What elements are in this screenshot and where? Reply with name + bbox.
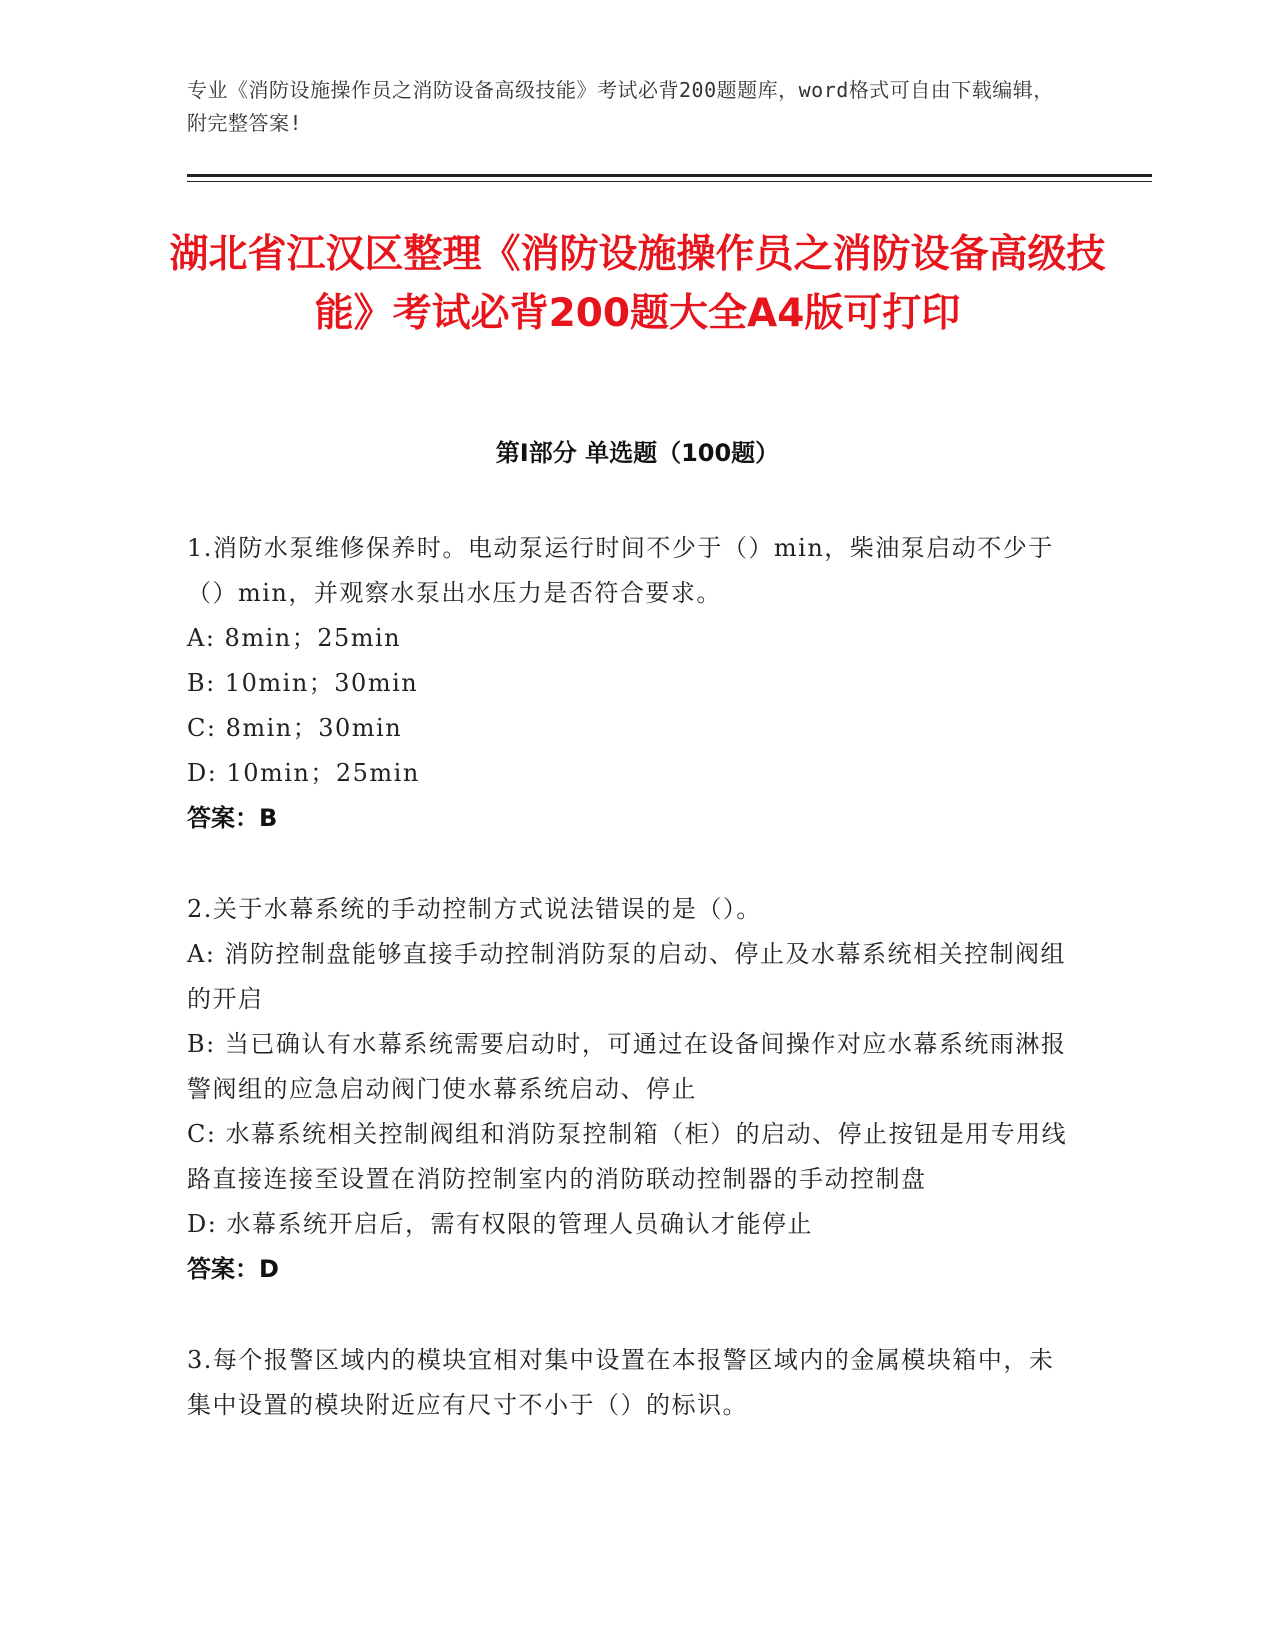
document-title: 湖北省江汉区整理《消防设施操作员之消防设备高级技能》考试必背200题大全A4版可打印 (169, 232, 1106, 336)
question-list (187, 526, 1077, 1474)
option-c: C: 8min；30min (187, 714, 403, 742)
option-a: A: 8min；25min (187, 624, 402, 652)
question-1 (187, 526, 1077, 841)
answer-value: D (259, 1255, 279, 1283)
question-text: 2.关于水幕系统的手动控制方式说法错误的是（）。 (187, 895, 762, 923)
answer-label: 答案： (187, 1255, 259, 1283)
answer (187, 1247, 1077, 1292)
header-divider-thin (187, 181, 1152, 182)
option-d: D: 水幕系统开启后，需有权限的管理人员确认才能停止 (187, 1210, 813, 1238)
option-b: B: 10min；30min (187, 669, 419, 697)
option-b: B: 当已确认有水幕系统需要启动时，可通过在设备间操作对应水幕系统雨淋报警阀组的应急启动阀门使水幕系统启动、停止 (187, 1030, 1067, 1103)
header-note: 专业《消防设施操作员之消防设备高级技能》考试必背200题题库，word格式可自由下载编辑，附完整答案! (187, 78, 1054, 135)
question-text: 3.每个报警区域内的模块宜相对集中设置在本报警区域内的金属模块箱中，未集中设置的模块附近应有尺寸不小于（）的标识。 (187, 1346, 1055, 1419)
question-2 (187, 887, 1077, 1292)
answer-value: B (259, 804, 278, 832)
question-3 (187, 1338, 1077, 1428)
option-d: D: 10min；25min (187, 759, 420, 787)
answer-label: 答案： (187, 804, 259, 832)
option-a: A: 消防控制盘能够直接手动控制消防泵的启动、停止及水幕系统相关控制阀组的开启 (187, 940, 1067, 1013)
option-c: C: 水幕系统相关控制阀组和消防泵控制箱（柜）的启动、停止按钮是用专用线路直接连接至设置在消防控制室内的消防联动控制器的手动控制盘 (187, 1120, 1068, 1193)
section-heading: 第I部分 单选题（100题） (495, 439, 780, 467)
header-divider-thick (187, 174, 1152, 177)
answer (187, 796, 1077, 841)
question-text: 1.消防水泵维修保养时。电动泵运行时间不少于（）min，柴油泵启动不少于（）min，并观察水泵出水压力是否符合要求。 (187, 534, 1054, 607)
